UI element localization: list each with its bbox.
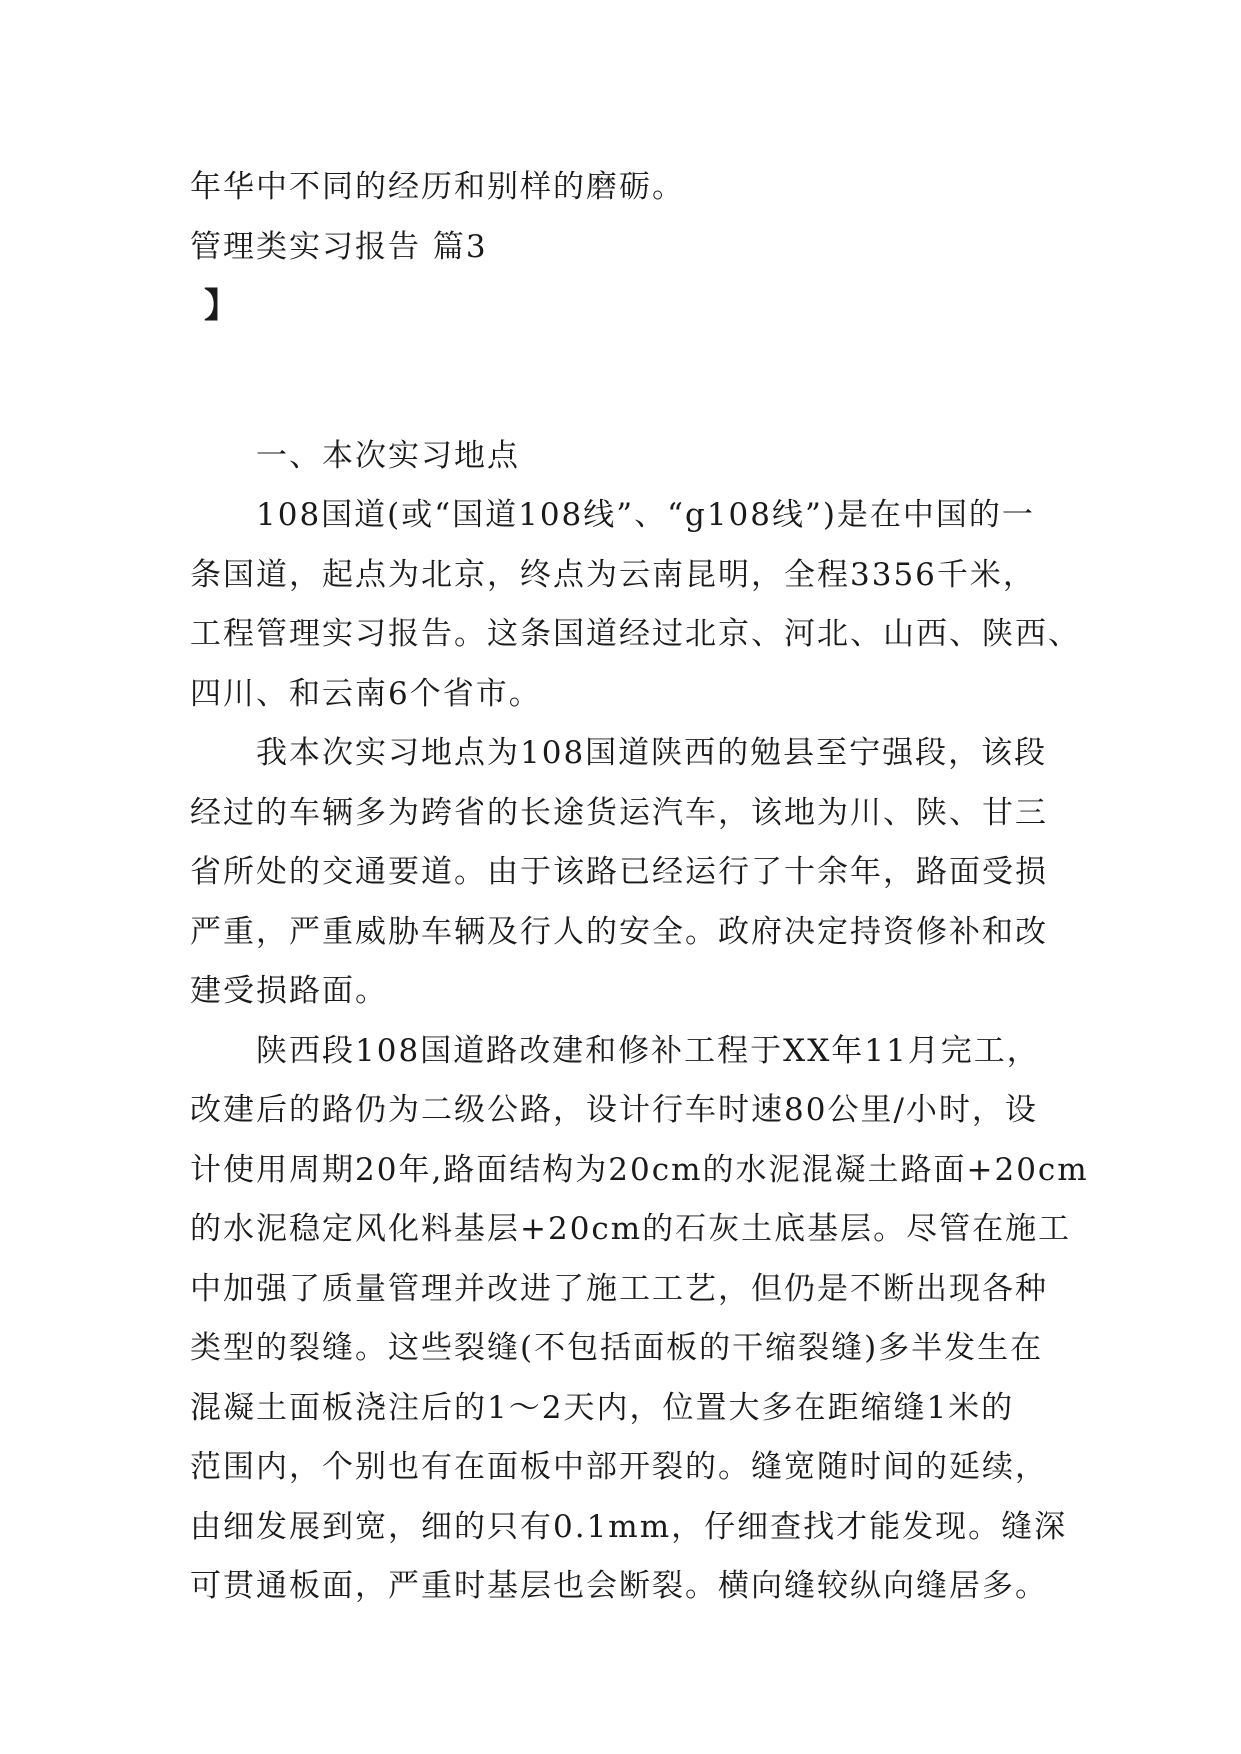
paragraph-line: 四川、和云南6个省市。 — [190, 675, 542, 712]
paragraph-line: 改建后的路仍为二级公路，设计行车时速80公里/小时，设 — [190, 1092, 1038, 1128]
paragraph-line: 范围内，个别也有在面板中部开裂的。缝宽随时间的延续， — [190, 1449, 1048, 1485]
paragraph-line: 中加强了质量管理并改进了施工工艺，但仍是不断出现各种 — [190, 1270, 1048, 1307]
paragraph-line: 由细发展到宽，细的只有0.1mm，仔细查找才能发现。缝深 — [190, 1508, 1068, 1545]
paragraph-line: 条国道，起点为北京，终点为云南昆明，全程3356千米， — [190, 556, 1036, 593]
paragraph-line: 的水泥稳定风化料基层+20cm的石灰土底基层。尽管在施工 — [190, 1211, 1072, 1247]
paragraph-line: 我本次实习地点为108国道陕西的勉县至宁强段，该段 — [256, 735, 1048, 771]
paragraph-line: 严重，严重威胁车辆及行人的安全。政府决定持资修补和改 — [190, 913, 1048, 950]
paragraph-construction — [190, 1022, 1089, 1617]
paragraph-line: 108国道(或“国道108线”、“g108线”)是在中国的一 — [256, 497, 1035, 533]
paragraph-line: 经过的车辆多为跨省的长途货运汽车，该地为川、陕、甘三 — [190, 794, 1048, 831]
intro-line: 年华中不同的经历和别样的磨砺。 — [190, 169, 685, 205]
paragraph-line: 建受损路面。 — [190, 973, 388, 1009]
paragraph-line: 陕西段108国道路改建和修补工程于XX年11月完工， — [256, 1032, 1040, 1069]
paragraph-line: 可贯通板面，严重时基层也会断裂。横向缝较纵向缝居多。 — [190, 1568, 1048, 1604]
spacer — [190, 337, 1080, 427]
heading-location: 一、本次实习地点 — [256, 437, 520, 474]
paragraph-internship-site — [190, 724, 1080, 1022]
paragraph-line: 混凝土面板浇注后的1～2天内，位置大多在距缩缝1米的 — [190, 1389, 1015, 1426]
document-page — [190, 158, 1089, 1617]
paragraph-line: 工程管理实习报告。这条国道经过北京、河北、山西、陕西、 — [190, 616, 1081, 652]
paragraph-line: 省所处的交通要道。由于该路已经运行了十余年，路面受损 — [190, 854, 1048, 890]
paragraph-line: 计使用周期20年,路面结构为20cm的水泥混凝土路面+20cm — [190, 1151, 1089, 1188]
section-title: 管理类实习报告 篇3 — [190, 228, 488, 265]
closing-bracket: 】 — [204, 286, 238, 326]
paragraph-route — [190, 486, 1080, 724]
paragraph-line: 类型的裂缝。这些裂缝(不包括面板的干缩裂缝)多半发生在 — [190, 1330, 1044, 1366]
